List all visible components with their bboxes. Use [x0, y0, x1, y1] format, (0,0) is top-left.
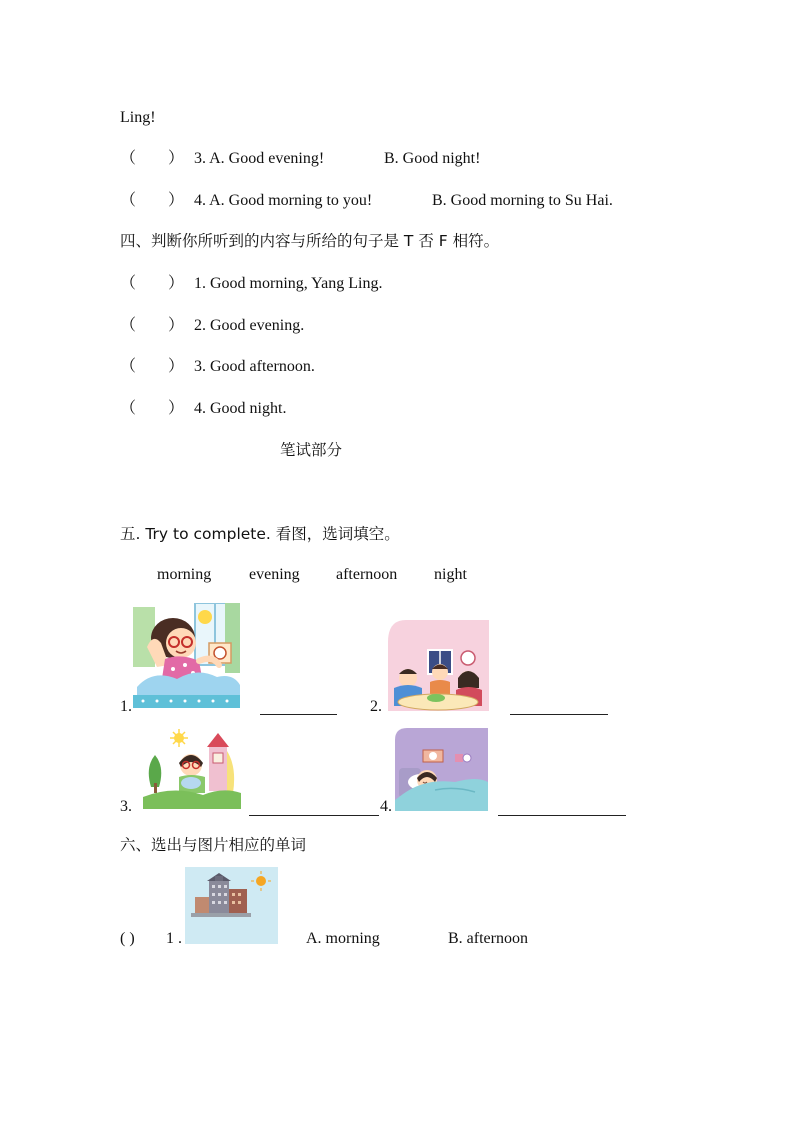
answer-paren[interactable]: （ ） — [120, 358, 185, 375]
answer-blank-2[interactable] — [510, 714, 608, 715]
building-sun-picture — [185, 867, 278, 944]
word-choice-evening: evening — [249, 566, 300, 583]
written-part-title: 笔试部分 — [280, 441, 343, 459]
section-5-heading: 五. Try to complete. 看图，选词填空。 — [120, 525, 400, 543]
answer-paren[interactable]: （ ） — [120, 275, 185, 292]
word-choice-afternoon: afternoon — [336, 566, 398, 583]
answer-paren[interactable]: （ ） — [120, 400, 185, 417]
picture-number-2: 2. — [370, 698, 382, 715]
question-1-number: 1 . — [166, 930, 182, 947]
judge-item-3: 3. Good afternoon. — [194, 358, 315, 375]
evening-dinner-picture — [388, 620, 489, 711]
morning-wakeup-picture — [133, 603, 240, 708]
judge-item-2: 2. Good evening. — [194, 317, 305, 334]
answer-blank-1[interactable] — [260, 714, 337, 715]
question-3-option-a: 3. A. Good evening! — [194, 150, 325, 167]
option-b-afternoon: B. afternoon — [448, 930, 528, 947]
picture-number-1: 1. — [120, 698, 132, 715]
picture-number-4: 4. — [380, 798, 392, 815]
continued-text: Ling! — [120, 109, 156, 126]
night-sleeping-picture — [395, 728, 488, 811]
answer-paren[interactable]: （ ） — [120, 317, 185, 334]
question-4-option-a: 4. A. Good morning to you! — [194, 192, 373, 209]
section-6-heading: 六、选出与图片相应的单词 — [120, 836, 307, 854]
section-4-heading: 四、判断你所听到的内容与所给的句子是 T 否 F 相符。 — [120, 232, 500, 250]
answer-paren[interactable]: ( ) — [120, 930, 135, 947]
answer-paren[interactable]: （ ） — [120, 192, 185, 209]
word-choice-morning: morning — [157, 566, 212, 583]
question-4-option-b: B. Good morning to Su Hai. — [432, 192, 613, 209]
answer-paren[interactable]: （ ） — [120, 150, 185, 167]
judge-item-1: 1. Good morning, Yang Ling. — [194, 275, 383, 292]
answer-blank-3[interactable] — [249, 815, 379, 816]
judge-item-4: 4. Good night. — [194, 400, 287, 417]
option-a-morning: A. morning — [306, 930, 380, 947]
afternoon-outdoor-picture — [143, 727, 241, 809]
answer-blank-4[interactable] — [498, 815, 626, 816]
question-3-option-b: B. Good night! — [384, 150, 481, 167]
word-choice-night: night — [434, 566, 467, 583]
picture-number-3: 3. — [120, 798, 132, 815]
